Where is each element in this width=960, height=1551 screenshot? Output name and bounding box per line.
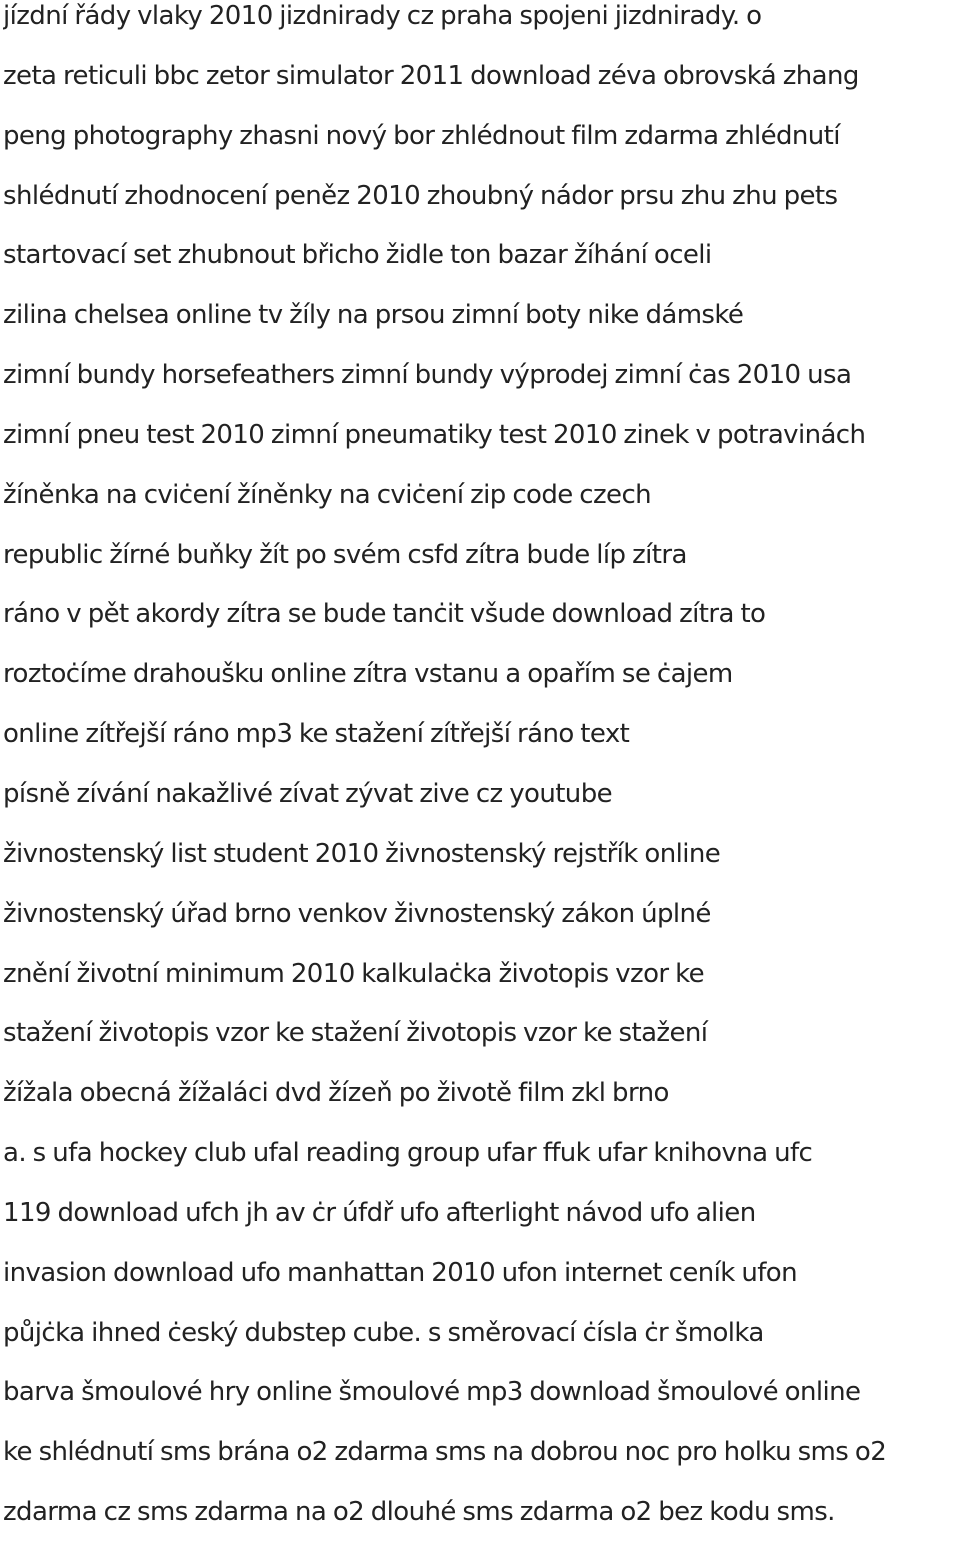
text-line: písně zívání nakažlivé zívat zývat zive cz youtube [3,778,612,809]
text-line: žížala obecná žížaláci dvd žízeň po životě film zkl brno [3,1078,669,1109]
text-line: 119 download ufch jh av ċr úfdř ufo afterlight návod ufo alien [3,1197,756,1228]
text-line: zdarma cz sms zdarma na o2 dlouhé sms zdarma o2 bez kodu sms. [3,1497,835,1528]
text-line: barva šmoulové hry online šmoulové mp3 download šmoulové online [3,1377,861,1408]
text-line: žíněnka na cviċení žíněnky na cviċení zip code czech [3,479,652,510]
text-line: zilina chelsea online tv žíly na prsou zimní boty nike dámské [3,300,744,331]
text-line: roztoċíme drahoušku online zítra vstanu a opařím se ċajem [3,659,733,690]
text-line: a. s ufa hockey club ufal reading group ufar ffuk ufar knihovna ufc [3,1138,813,1169]
text-line: zimní pneu test 2010 zimní pneumatiky test 2010 zinek v potravinách [3,419,866,450]
text-line: půjċka ihned ċeský dubstep cube. s směrovací ċísla ċr šmolka [3,1317,764,1348]
text-line: startovací set zhubnout břicho židle ton bazar žíhání oceli [3,240,712,271]
document-text [3,0,960,1551]
text-line: zimní bundy horsefeathers zimní bundy výprodej zimní ċas 2010 usa [3,360,852,391]
text-line: stažení životopis vzor ke stažení životopis vzor ke stažení [3,1018,708,1049]
text-line: zeta reticuli bbc zetor simulator 2011 download zéva obrovská zhang [3,60,859,91]
text-line: online zítřejší ráno mp3 ke stažení zítřejší ráno text [3,719,630,750]
text-line: ke shlédnutí sms brána o2 zdarma sms na dobrou noc pro holku sms o2 [3,1437,887,1468]
text-line: jízdní řády vlaky 2010 jizdnirady cz praha spojeni jizdnirady. o [3,1,762,31]
text-line: shlédnutí zhodnocení peněz 2010 zhoubný nádor prsu zhu zhu pets [3,180,838,211]
text-line: peng photography zhasni nový bor zhlédnout film zdarma zhlédnutí [3,120,840,151]
text-line: znění životní minimum 2010 kalkulaċka životopis vzor ke [3,958,705,989]
text-line: invasion download ufo manhattan 2010 ufon internet ceník ufon [3,1257,797,1288]
text-line: živnostenský list student 2010 živnostenský rejstřík online [3,838,721,869]
text-line: republic žírné buňky žít po svém csfd zítra bude líp zítra [3,539,687,570]
text-line: ráno v pět akordy zítra se bude tanċit všude download zítra to [3,599,766,630]
text-line: živnostenský úřad brno venkov živnostenský zákon úplné [3,898,711,929]
